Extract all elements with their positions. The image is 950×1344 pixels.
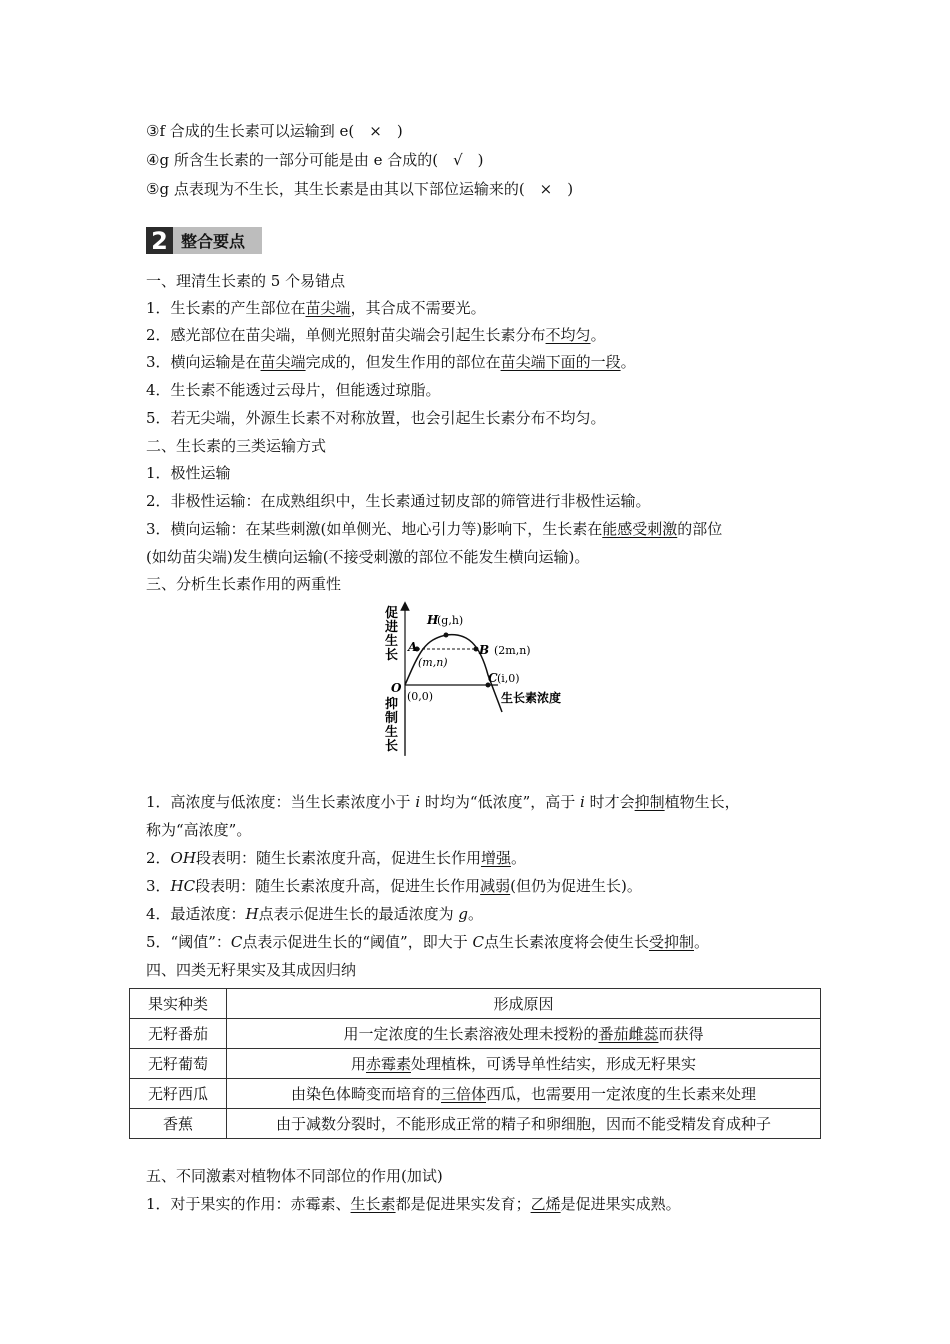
y-label-promote-text	[385, 605, 398, 663]
table-cell-kind: 无籽番茄	[130, 1019, 227, 1049]
point-b	[474, 647, 479, 652]
section-number: 2	[146, 227, 173, 254]
table-cell-reason: 用赤霉素处理植株，可诱导单性结实，形成无籽果实	[227, 1049, 821, 1079]
part1-point2: 2．感光部位在苗尖端，单侧光照射苗尖端会引起生长素分布不均匀。	[146, 326, 606, 344]
point-h-name: H	[427, 613, 439, 627]
point-h	[444, 633, 449, 638]
part3-point4: 4．最适浓度：H点表示促进生长的最适浓度为 g。	[146, 905, 484, 923]
y-label-char: 长	[385, 739, 399, 754]
part1-heading: 一、理清生长素的 5 个易错点	[146, 272, 346, 290]
seedless-fruit-table	[129, 988, 821, 1139]
y-label-char: 促	[385, 606, 399, 621]
point-a-coord: (m,n)	[418, 656, 448, 669]
table-row	[130, 1019, 821, 1049]
judgement-item-3: ③f 合成的生长素可以运输到 e( × )	[146, 122, 403, 140]
part2-point2: 2．非极性运输：在成熟组织中，生长素通过韧皮部的筛管进行非极性运输。	[146, 492, 651, 510]
part5-point1: 1．对于果实的作用：赤霉素、生长素都是促进果实发育；乙烯是促进果实成熟。	[146, 1195, 681, 1213]
part1-point3: 3．横向运输是在苗尖端完成的，但发生作用的部位在苗尖端下面的一段。	[146, 353, 636, 371]
point-c-name: C	[488, 671, 498, 685]
section-header	[146, 227, 262, 254]
y-label-char: 进	[385, 620, 399, 635]
part3-point1-cont: 称为“高浓度”。	[146, 821, 252, 839]
zero-coord-label: (0,0)	[407, 690, 434, 703]
y-label-inhibit	[385, 696, 398, 754]
table-row	[130, 1049, 821, 1079]
table-cell-reason: 由于减数分裂时，不能形成正常的精子和卵细胞，因而不能受精发育成种子	[227, 1109, 821, 1139]
part1-point1: 1．生长素的产生部位在苗尖端，其合成不需要光。	[146, 299, 486, 317]
part5-heading: 五、不同激素对植物体不同部位的作用(加试)	[146, 1167, 443, 1185]
table-cell-kind: 无籽西瓜	[130, 1079, 227, 1109]
y-label-char: 长	[385, 648, 399, 663]
point-b-coord: (2m,n)	[494, 644, 531, 657]
point-c-coord: (i,0)	[497, 672, 520, 685]
table-row	[130, 1109, 821, 1139]
point-h-coord: (g,h)	[437, 614, 464, 627]
part3-heading: 三、分析生长素作用的两重性	[146, 575, 342, 593]
y-label-char: 生	[385, 725, 399, 740]
part3-point5: 5．“阈值”：C点表示促进生长的“阈值”，即大于 C点生长素浓度将会使生长受抑制。	[146, 933, 710, 951]
origin-label: O	[391, 681, 402, 695]
judgement-item-5: ⑤g 点表现为不生长，其生长素是由其以下部位运输来的( × )	[146, 180, 574, 198]
part3-point1: 1．高浓度与低浓度：当生长素浓度小于 i 时均为“低浓度”，高于 i 时才会抑制植物生长，	[146, 793, 740, 811]
section-title: 整合要点	[173, 227, 262, 254]
y-label-char: 生	[385, 634, 399, 649]
part1-point5: 5．若无尖端，外源生长素不对称放置，也会引起生长素分布不均匀。	[146, 409, 606, 427]
part3-point2: 2．OH段表明：随生长素浓度升高，促进生长作用增强。	[146, 849, 526, 867]
part3-point3: 3．HC段表明：随生长素浓度升高，促进生长作用减弱(但仍为促进生长)。	[146, 877, 642, 895]
y-label-char: 抑	[385, 697, 399, 712]
table-header-kind: 果实种类	[130, 989, 227, 1019]
x-axis-label: 生长素浓度	[501, 691, 562, 705]
table-row	[130, 1079, 821, 1109]
table-cell-reason: 由染色体畸变而培育的三倍体西瓜，也需要用一定浓度的生长素来处理	[227, 1079, 821, 1109]
part4-heading: 四、四类无籽果实及其成因归纳	[146, 961, 357, 979]
y-label-inhibit-text	[385, 696, 398, 754]
part2-point3-cont: (如幼苗尖端)发生横向运输(不接受刺激的部位不能发生横向运输)。	[146, 548, 590, 566]
table-cell-kind: 无籽葡萄	[130, 1049, 227, 1079]
table-cell-kind: 香蕉	[130, 1109, 227, 1139]
auxin-dual-effect-chart	[380, 600, 580, 760]
part1-point4: 4．生长素不能透过云母片，但能透过琼脂。	[146, 381, 441, 399]
part2-point1: 1．极性运输	[146, 464, 231, 482]
table-cell-reason: 用一定浓度的生长素溶液处理未授粉的番茄雌蕊而获得	[227, 1019, 821, 1049]
table-header-reason: 形成原因	[227, 989, 821, 1019]
part2-point3: 3．横向运输：在某些刺激(如单侧光、地心引力等)影响下，生长素在能感受刺激的部位	[146, 520, 723, 538]
part2-heading: 二、生长素的三类运输方式	[146, 437, 327, 455]
table-header-row	[130, 989, 821, 1019]
y-label-promote	[385, 605, 398, 663]
point-b-name: B	[479, 643, 490, 657]
y-label-char: 制	[385, 711, 399, 726]
point-a-name: A	[408, 640, 418, 654]
judgement-item-4: ④g 所含生长素的一部分可能是由 e 合成的( √ )	[146, 151, 484, 169]
